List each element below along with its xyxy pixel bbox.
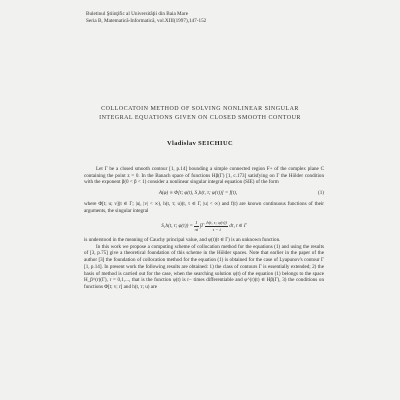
paragraph-intro: Let Γ be a closed smooth contour [1, p.14] bounding a simple connected region F+ of the complex plane C containing the point z = 0. In the Banach space of functions Hβ(Γ) [1, c.173] satisfying on Γ the Hölder condition with the exponent β(0 < β < 1) consider a nonlinear singular integral equation (SIE) of the form (84, 166, 324, 186)
equation-2 (84, 220, 324, 232)
paper-title (0, 105, 400, 122)
equation-2-prefactor: $\frac{1}{\pi i}$ (194, 220, 199, 232)
integral-sign: ∫Γ (199, 223, 205, 230)
journal-name: Buletinul Ştiinţific al Universităţii din Baia Mare (86, 11, 189, 17)
paragraph-cauchy: is understood in the meaning of Cauchy principal value, and φ(t)(t ∈ Γ) is an unknown function. (84, 237, 281, 244)
equation-1-number: (1) (318, 190, 324, 197)
journal-series: Seria B, Matematică-Informatică, vol.XIII(1997),147-152 (86, 18, 207, 25)
paper-body (84, 166, 324, 291)
equation-1 (84, 190, 324, 197)
equation-2-tail: dτ, t ∈ Γ (229, 223, 247, 230)
equation-2-fraction: $\frac{h(t, \tau; \varphi(\tau))}{\tau - t}$ (206, 220, 227, 232)
equation-1-expression: A(φ) ≡ Φ[t; φ(t), S₁h(t, τ; φ(τ))] = f(t), (158, 190, 238, 197)
equation-2-lhs: S₁h(t, τ; φ(τ)) = (161, 223, 193, 230)
journal-header (86, 11, 206, 25)
author-name: Vladislav SEICHIUC (167, 140, 233, 147)
title-line-1: COLLOCATOIN METHOD OF SOLVING NONLINEAR SINGULAR (101, 106, 299, 112)
paragraph-where: where Φ[t; u; v](t ∈ Γ; |u|, |v| < ∞), h(t, τ; u)(t, τ ∈ Γ, |u| < ∞) and f(t) are known continuous functions of their arguments, the singular integral (84, 200, 324, 214)
title-line-2: INTEGRAL EQUATIONS GIVEN ON CLOSED SMOOTH CONTOUR (99, 114, 301, 121)
paragraph-results: In this work we propose a computing scheme of collocation method for the equations (1) and using the results of [3, p.75] give a theoretical foundation of this scheme in the Hölder spaces. Note that earlier in the paper of the author [3] the foundation of collocation method for the equation (1) is obtained for the case of Lyapunov's contour Γ [1, p.14]. In present work the following results are obtained: 1) the class of contours Γ is essentially extended; 2) the basis of method is carried out for the case, when the searching solution φ(t) of the equation (1) belongs to the space H_β^(r)(Γ), r = 0,1,..., that is the function φ(t) is r− times differentiable and φ^(r)(t) ∈ Hβ(Γ), 3) the conditions on functions Φ[t; v; r] and h(t, τ; u) are (84, 243, 324, 290)
